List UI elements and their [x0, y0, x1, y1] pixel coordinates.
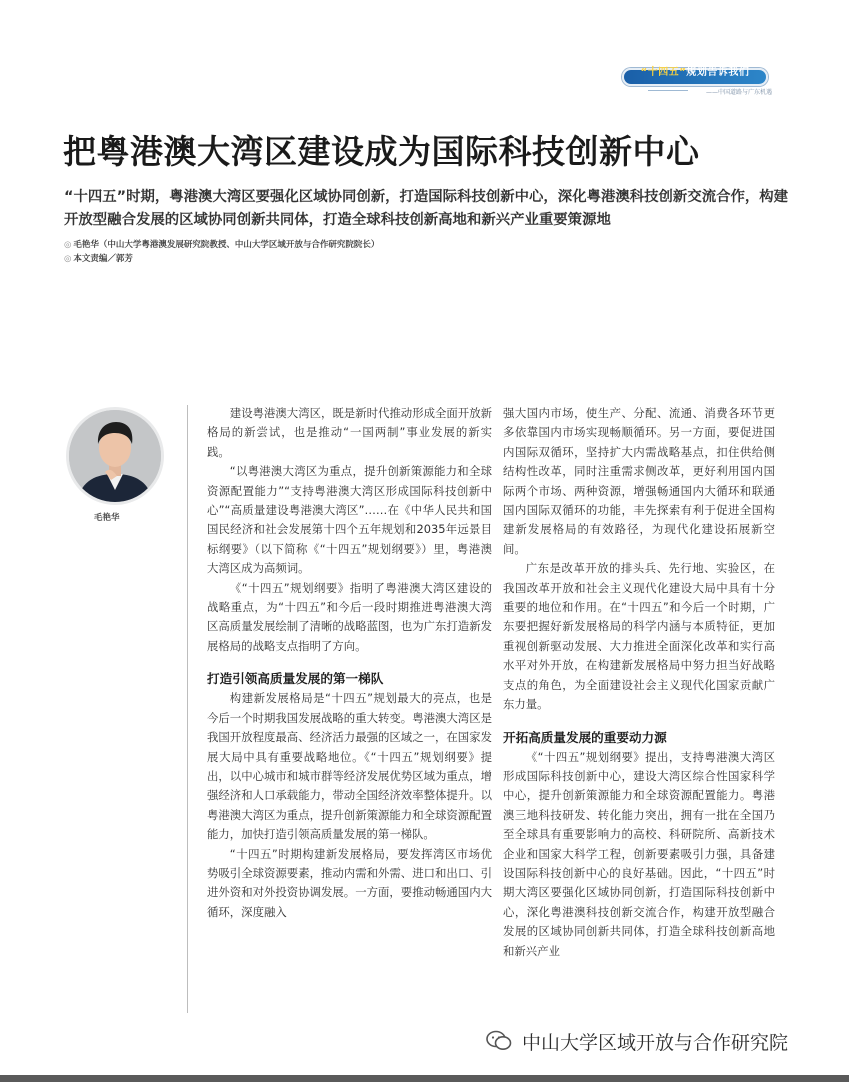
author-portrait-icon [69, 410, 161, 502]
section-tag-text: 规划告诉我们 [686, 67, 750, 78]
paragraph: “十四五”时期构建新发展格局，要发挥湾区市场优势吸引全球资源要素，推动内需和外需、进口和出口、引进外资和对外投资协调发展。一方面，要推动畅通国内大循环，深度融入 [207, 846, 492, 919]
bottom-bar [0, 1075, 849, 1082]
paragraph: 广东是改革开放的排头兵、先行地、实验区，在我国改革开放和社会主义现代化建设大局中具有十分重要的地位和作用。在“十四五”和今后一个时期，广东要把握好新发展格局的科学内涵与本质特征，更加重视创新驱动发展、大力推进全面深化改革和实行高水平对外开放，在构建新发展格局中努力担当好战略支点的角色，为全面建设社会主义现代化国家贡献广东力量。 [503, 561, 775, 712]
author-text: 毛艳华（中山大学粤港澳发展研究院教授、中山大学区域开放与合作研究院院长） [73, 240, 380, 250]
column-right [503, 404, 775, 961]
bullet-icon: ◎ [64, 254, 72, 264]
section-tag-subtitle: ——中国道路与广东机遇 [705, 89, 772, 96]
watermark-text: 中山大学区域开放与合作研究院 [522, 1031, 789, 1054]
section-tag-highlight: “十四五” [640, 67, 687, 78]
paragraph: 建设粤港澳大湾区，既是新时代推动形成全面开放新格局的新尝试，也是推动“一国两制”事业发展的新实践。 [207, 406, 492, 459]
paragraph: “以粤港澳大湾区为重点，提升创新策源能力和全球资源配置能力”“支持粤港澳大湾区形成国际科技创新中心”“高质量建设粤港澳大湾区”……在《中华人民共和国国民经济和社会发展第十四个五年规划和2035年远景目标纲要》（以下简称《“十四五”规划纲要》）里，粤港澳大湾区成为高频词。 [207, 464, 492, 576]
article-lede: “十四五”时期，粤港澳大湾区要强化区域协同创新，打造国际科技创新中心，深化粤港澳科技创新交流合作，构建开放型融合发展的区域协同创新共同体，打造全球科技创新高地和新兴产业重要策源地 [64, 189, 789, 228]
author-portrait [66, 407, 164, 505]
author-line [64, 238, 379, 250]
paragraph: 构建新发展格局是“十四五”规划最大的亮点，也是今后一个时期我国发展战略的重大转变。粤港澳大湾区是我国开放程度最高、经济活力最强的区域之一，在国家发展大局中具有重要战略地位。《“十四五”规划纲要》提出，以中心城市和城市群等经济发展优势区域为重点，增强经济和人口承载能力，带动全国经济效率整体提升。以粤港澳大湾区为重点，提升创新策源能力和全球资源配置能力，加快打造引领高质量发展的第一梯队。 [207, 691, 492, 842]
paragraph: 《“十四五”规划纲要》指明了粤港澳大湾区建设的战略重点，为“十四五”和今后一段时期推进粤港澳大湾区高质量发展绘制了清晰的战略蓝图，也为广东打造新发展格局的战略支点指明了方向。 [207, 580, 492, 653]
editor-text: 本文责编／郭芳 [73, 254, 133, 264]
bullet-icon: ◎ [64, 240, 72, 250]
paragraph: 《“十四五”规划纲要》提出，支持粤港澳大湾区形成国际科技创新中心，建设大湾区综合性国家科学中心，提升创新策源能力和全球资源配置能力。粤港澳三地科技研发、转化能力突出，拥有一批在全国乃至全球具有重要影响力的高校、科研院所、高新技术企业和国家大科学工程，创新要素吸引力强，具备建设国际科技创新中心的良好基础。因此，“十四五”时期大湾区要强化区域协同创新，打造国际科技创新中心，深化粤港澳科技创新交流合作，构建开放型融合发展的区域协同创新共同体，打造全球科技创新高地和新兴产业 [503, 749, 775, 958]
paragraph: 强大国内市场，使生产、分配、流通、消费各环节更多依靠国内市场实现畅顺循环。另一方面，要促进国内国际双循环，坚持扩大内需战略基点，扣住供给侧结构性改革，同时注重需求侧改革，更好利用国内国际两个市场、两种资源，增强畅通国内大循环和联通国内国际双循环的功能，丰先探索有利于促进全国构建新发展格局的有效路径，为现代化建设拓展新空间。 [503, 406, 775, 556]
column-divider [187, 405, 188, 1013]
wechat-watermark [486, 1026, 836, 1056]
section-tag-label [622, 63, 768, 78]
section-tag [622, 62, 774, 98]
section-heading: 开拓高质量发展的重要动力源 [503, 729, 667, 745]
article-title: 把粤港澳大湾区建设成为国际科技创新中心 [63, 132, 700, 171]
section-heading: 打造引领高质量发展的第一梯队 [207, 671, 384, 687]
column-left [207, 404, 492, 922]
portrait-caption: 毛艳华 [94, 513, 120, 523]
editor-line [64, 252, 133, 264]
wechat-icon [486, 1030, 512, 1052]
